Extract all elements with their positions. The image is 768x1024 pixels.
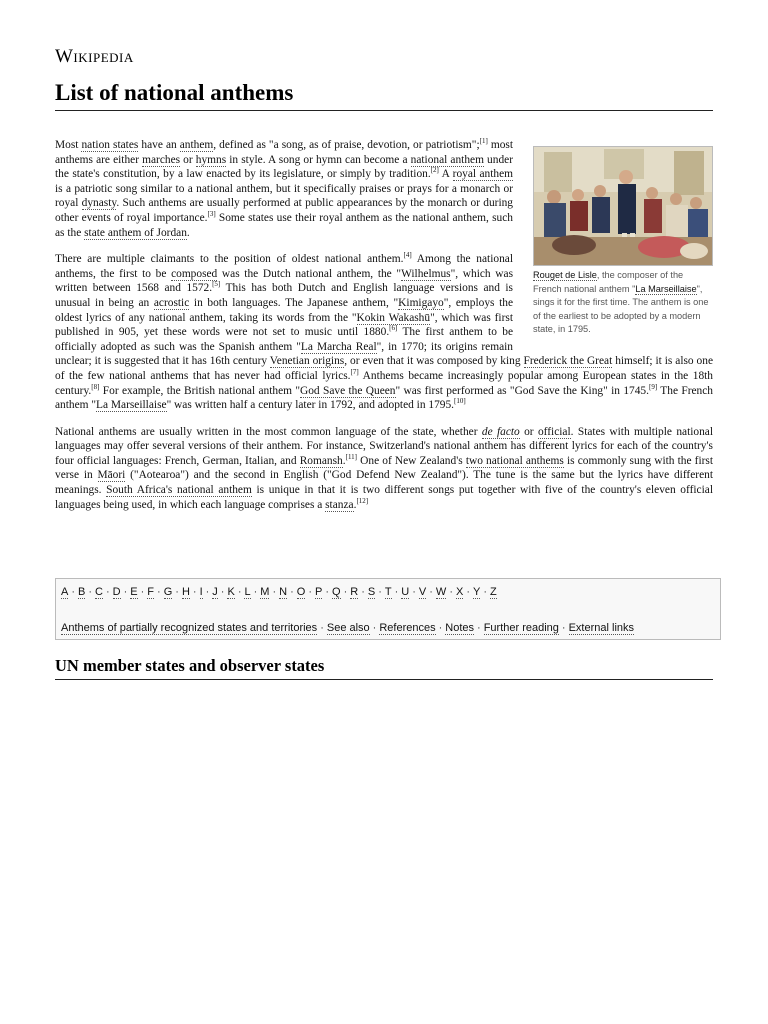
nav-link-notes[interactable]: Notes <box>445 622 475 634</box>
section-heading-un-member: UN member states and observer states <box>55 656 713 680</box>
paragraph-3: National anthems are usually written in the most common language of the state, whether de facto or official. States with multiple national languages may offer several versions of their anthem. For instance, Switzerland's national anthem has different lyrics for each of the country's four official languages: French, German, Italian, and Romansh.[11] One of New Zealand's two national anthems is commonly sung with the first verse in Māori ("Aotearoa") and the second in English ("God Defend New Zealand"). The tune is the same but the lyrics have different meanings. South Africa's national anthem is unique in that it is two different songs put together with five of the country's eleven official languages being used, in which each language comprises a stanza.[12] <box>55 425 714 511</box>
letter-link[interactable]: X <box>455 586 464 598</box>
letter-link[interactable]: V <box>418 586 427 598</box>
painting-illustration <box>534 147 712 265</box>
wikipedia-logo[interactable] <box>55 46 134 68</box>
section-links: Anthems of partially recognized states and territories · See also · References · Notes · Further reading · External links <box>61 622 635 634</box>
paragraph-1: Most nation states have an anthem, defined as "a song, as of praise, devotion, or patriotism";[1] most anthems are either marches or hymns in style. A song or hymn can become a national anthem under the state's constitution, by a law enacted by its legislature, or simply by tradition.[2] A royal anthem is a patriotic song similar to a national anthem, but it specifically praises or prays for a monarch or royal dynasty. Such anthems are usually performed at public appearances by the monarch or during other events of royal importance.[3] Some states use their royal anthem as the national anthem, such as the state anthem of Jordan. <box>55 137 513 239</box>
letter-link[interactable]: R <box>350 586 359 598</box>
letter-link[interactable]: D <box>112 586 121 598</box>
letter-link[interactable]: O <box>296 586 306 598</box>
letter-link[interactable]: Q <box>332 586 341 598</box>
page-title: List of national anthems <box>55 80 713 111</box>
letter-link[interactable]: T <box>384 586 392 598</box>
nav-link-external-links[interactable]: External links <box>568 622 635 634</box>
letter-link[interactable]: K <box>227 586 235 598</box>
caption-text-2: ", sings it for the first time. The anthem is one of the earliest to be adopted by a modern state, in 1795. <box>533 283 709 334</box>
nav-link-partially-recognized[interactable]: Anthems of partially recognized states and territories <box>61 622 318 634</box>
logo-text: Wikipedia <box>55 46 134 67</box>
article-body <box>55 138 713 524</box>
letter-link[interactable]: S <box>367 586 376 598</box>
letter-link[interactable]: H <box>181 586 190 598</box>
letter-link[interactable]: U <box>401 586 410 598</box>
letter-link[interactable]: E <box>130 586 138 598</box>
caption-link-marseillaise[interactable]: La Marseillaise <box>635 283 697 294</box>
figure-rouget-de-lisle <box>533 146 713 337</box>
letter-link[interactable]: I <box>199 586 203 598</box>
letter-link[interactable]: B <box>78 586 86 598</box>
painting-image <box>533 146 713 266</box>
nav-link-references[interactable]: References <box>379 622 436 634</box>
figure-caption <box>533 269 713 337</box>
letter-link[interactable]: L <box>244 586 251 598</box>
letter-link[interactable]: A <box>61 586 69 598</box>
caption-text-1: , the composer of the French national anthem " <box>533 270 684 294</box>
letter-link[interactable]: Z <box>490 586 497 598</box>
letter-link[interactable]: N <box>279 586 288 598</box>
caption-link-rouget[interactable]: Rouget de Lisle <box>533 270 597 280</box>
letter-link[interactable]: C <box>95 586 103 598</box>
letter-index: A · B · C · D · E · F · G · H · I · J · K · L · M · N · O · P · Q · R · S · T · U · V · W · X · Y · Z <box>61 586 497 598</box>
letter-link[interactable]: G <box>163 586 173 598</box>
letter-link[interactable]: M <box>260 586 270 598</box>
letter-link[interactable]: F <box>147 586 155 598</box>
nav-link-see-also[interactable]: See also <box>326 622 370 634</box>
letter-link[interactable]: Y <box>473 586 481 598</box>
contents-navbox <box>55 578 721 640</box>
paragraph-2: There are multiple claimants to the position of oldest national anthem.[4] Among the national anthems, the first to be composed was the Dutch national anthem, the "Wilhelmus", which was written between 1568 and 1572.[5] This has both Dutch and English language versions and is unusual in being an acrostic in both languages. The Japanese anthem, "Kimigayo", employs the oldest lyrics of any national anthem, taking its words from the "Kokin Wakashū", which was first published in 905, yet these words were not set to music until 1880.[6] The first anthem to be officially adopted as such was the Spanish anthem "La Marcha Real", in 1770; its origins remain unclear; it is suggested that it has 16th century Venetian origins, or even that it was composed by king Frederick the Great himself; it is also one of the few national anthems that has never had official lyrics.[7] Anthems became increasingly popular among European states in the 18th century.[8] For example, the British national anthem "God Save the Queen" was first performed as "God Save the King" in 1745.[9] The French anthem "La Marseillaise" was written half a century later in 1792, and adopted in 1795.[10] <box>55 251 714 412</box>
letter-link[interactable]: P <box>314 586 323 598</box>
letter-link[interactable]: J <box>212 586 218 598</box>
letter-link[interactable]: W <box>435 586 447 598</box>
nav-link-further-reading[interactable]: Further reading <box>483 622 559 634</box>
